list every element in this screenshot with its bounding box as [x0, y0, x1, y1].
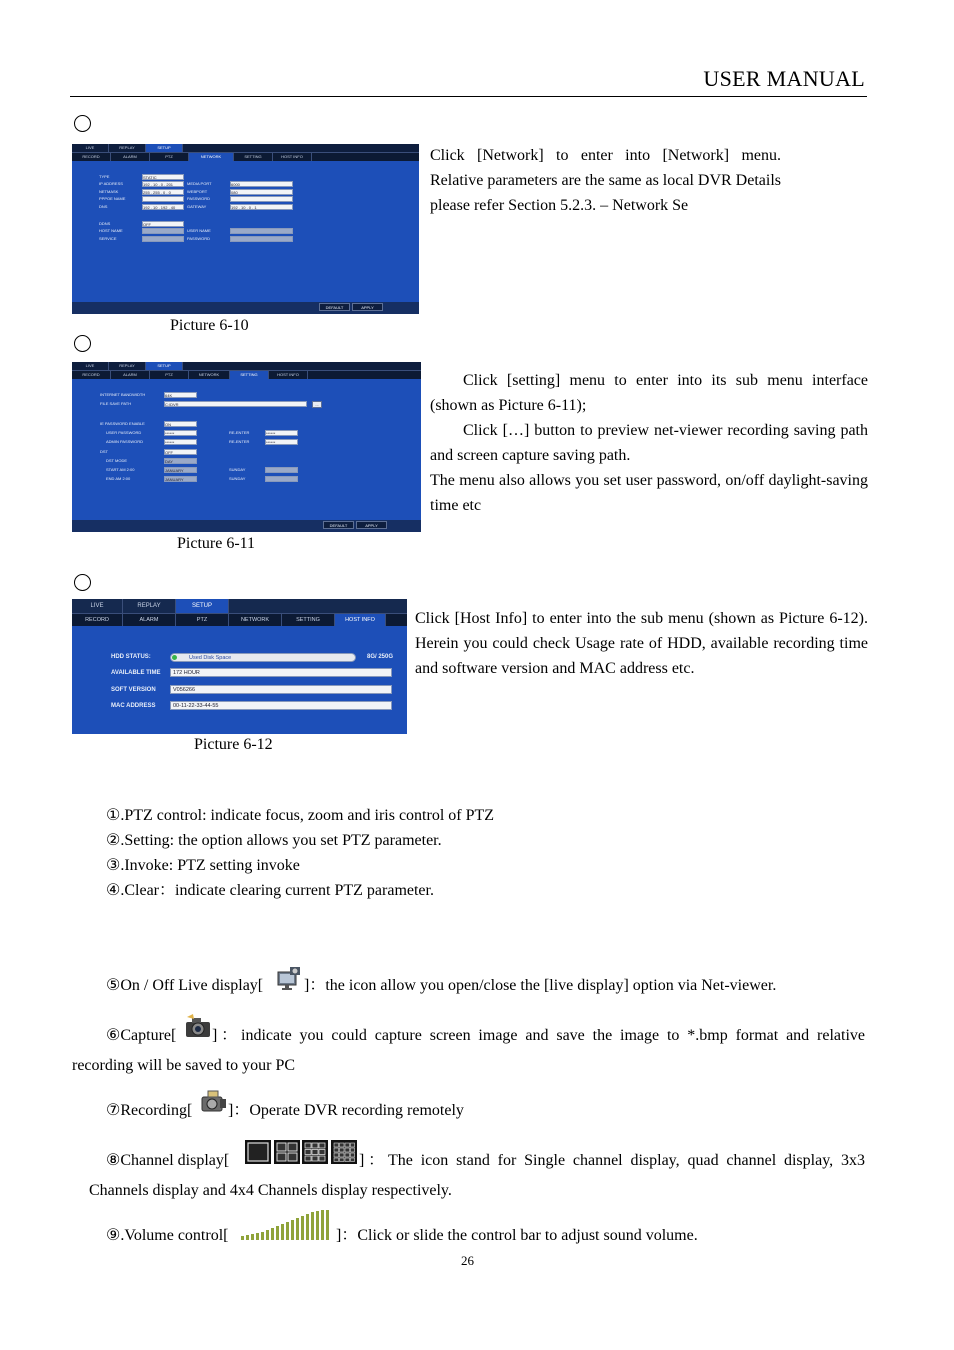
label-available-time: AVAILABLE TIME: [111, 670, 161, 676]
label-file-save-path: FILE SAVE PATH: [100, 401, 132, 406]
tab-setup[interactable]: SETUP: [176, 599, 229, 613]
label-dst: DST: [100, 449, 108, 454]
figure-caption: Picture 6-10: [170, 317, 249, 334]
ddns-password-field[interactable]: [230, 236, 293, 242]
tab-alarm[interactable]: ALARM: [111, 371, 150, 379]
apply-button[interactable]: APPLY: [356, 521, 387, 529]
list-item: ②.Setting: the option allows you set PTZ parameter.: [106, 832, 442, 849]
tab-host-info[interactable]: HOST INFO: [335, 614, 386, 626]
password-field[interactable]: [230, 196, 293, 202]
label-hdd-status: HDD STATUS:: [111, 654, 151, 660]
channel-display-item-continued: Channels display and 4x4 Channels display respectively.: [89, 1182, 452, 1199]
bullet-circle: [74, 335, 91, 352]
tab-ptz[interactable]: PTZ: [176, 614, 229, 626]
tab-alarm[interactable]: ALARM: [123, 614, 176, 626]
default-button[interactable]: DEFAULT: [319, 303, 350, 311]
list-item: ④.Clear：indicate clearing current PTZ parameter.: [106, 882, 434, 899]
file-save-path-field[interactable]: C:\DVR: [164, 401, 307, 407]
label-netmask: NETMASK: [99, 189, 119, 194]
type-select[interactable]: STATIC: [142, 174, 184, 180]
label-user-name: USER NAME: [187, 228, 211, 233]
dst-mode-select[interactable]: DAY: [164, 458, 197, 464]
capture-item-prefix: ⑥Capture[: [106, 1027, 177, 1044]
label-mac-address: MAC ADDRESS: [111, 703, 156, 709]
volume-item-prefix: ⑨.Volume control[: [106, 1227, 229, 1244]
capture-item-text: ]：indicate you could capture screen image and save the image to *.bmp format and relative: [212, 1027, 865, 1044]
tab-network[interactable]: NETWORK: [189, 371, 230, 379]
label-gateway: GATEWAY: [187, 204, 207, 209]
label-webport: WEBPORT: [187, 189, 208, 194]
label-re-enter-user: RE-ENTER: [229, 430, 250, 435]
recording-item-prefix: ⑦Recording[: [106, 1102, 193, 1119]
recording-camera-icon: [200, 1088, 228, 1114]
pppoe-name-field[interactable]: [142, 196, 184, 202]
list-item: ③.Invoke: PTZ setting invoke: [106, 857, 300, 874]
tab-record[interactable]: RECORD: [72, 371, 111, 379]
label-media-port: MEDIA PORT: [187, 181, 212, 186]
hdd-usage-bar[interactable]: [170, 653, 356, 662]
hdd-usage-label: Used Disk Space: [189, 655, 232, 661]
admin-password-field[interactable]: ******: [164, 439, 197, 445]
channel-display-item-prefix: ⑧Channel display[: [106, 1152, 230, 1169]
bullet-circle: [74, 574, 91, 591]
apply-button[interactable]: APPLY: [352, 303, 383, 311]
live-display-icon: [276, 966, 302, 992]
ie-password-enable-select[interactable]: ON: [164, 421, 197, 427]
capture-camera-icon: [184, 1013, 212, 1039]
single-channel-icon[interactable]: [244, 1139, 272, 1165]
label-internet-bandwidth: INTERNET BANDWIDTH: [100, 392, 146, 397]
label-pppoe-name: PPPOE NAME: [99, 196, 126, 201]
page-header-title: USER MANUAL: [703, 66, 865, 91]
tab-record[interactable]: RECORD: [72, 153, 111, 161]
tab-setup[interactable]: SETUP: [146, 362, 183, 370]
ddns-select[interactable]: OFF: [142, 221, 184, 227]
recording-item-text: ]：Operate DVR recording remotely: [228, 1102, 464, 1119]
dns-field[interactable]: 192 . 10 . 192 . 40: [142, 204, 184, 210]
label-dst-end: END AM 2:00: [106, 476, 131, 481]
volume-bar-icon[interactable]: [240, 1209, 334, 1241]
tab-live[interactable]: LIVE: [72, 599, 123, 613]
figure-caption: Picture 6-12: [194, 736, 273, 753]
tab-live[interactable]: LIVE: [72, 362, 109, 370]
setting-description-2: Click […] button to preview net-viewer recording saving path and screen capture saving path.: [430, 422, 868, 464]
setting-menu-screenshot: [72, 362, 421, 532]
label-end-day: SUNDAY: [229, 476, 246, 481]
label-service: SERVICE: [99, 236, 117, 241]
label-start-day: SUNDAY: [229, 467, 246, 472]
label-ddns: DDNS: [99, 221, 111, 226]
tab-replay[interactable]: REPLAY: [109, 144, 146, 152]
figure-caption: Picture 6-11: [177, 535, 256, 552]
host-info-description: Click [Host Info] to enter into the sub menu (shown as Picture 6-12). Herein you could check Usage rate of HDD, available recording time and software version and MAC address etc.: [415, 610, 868, 677]
tab-replay[interactable]: REPLAY: [109, 362, 146, 370]
3x3-channel-icon[interactable]: [301, 1139, 329, 1165]
label-type: TYPE: [99, 174, 110, 179]
channel-display-item-text: ]：The icon stand for Single channel display, quad channel display, 3x3: [359, 1152, 865, 1169]
tab-network[interactable]: NETWORK: [189, 153, 234, 161]
live-display-item-prefix: ⑤On / Off Live display[: [106, 977, 264, 994]
hdd-usage-fill: [172, 655, 177, 660]
re-enter-user-password-field[interactable]: ******: [265, 430, 298, 436]
network-description: Click [Network] to enter into [Network] menu. Relative parameters are the same as local DVR Details please refer Section 5.2.3. – Network Se: [430, 147, 781, 214]
soft-version-field: V056266: [170, 685, 392, 694]
label-password: PASSWORD: [187, 196, 211, 201]
tab-host-info[interactable]: HOST INFO: [273, 153, 312, 161]
dst-end-select[interactable]: JANUARY: [164, 476, 197, 482]
label-re-enter-admin: RE-ENTER: [229, 439, 250, 444]
ip-address-field[interactable]: 192 . 10 . 0 . 201: [142, 181, 184, 187]
list-item: ①.PTZ control: indicate focus, zoom and iris control of PTZ: [106, 807, 495, 824]
capture-item-continued: recording will be saved to your PC: [72, 1057, 296, 1074]
tab-setup[interactable]: SETUP: [146, 144, 183, 152]
dst-end-day-select[interactable]: [265, 476, 298, 482]
re-enter-admin-password-field[interactable]: ******: [265, 439, 298, 445]
label-ip-address: IP ADDRESS: [99, 181, 123, 186]
label-user-password: USER PASSWORD: [106, 430, 142, 435]
live-display-item-text: ]：the icon allow you open/close the [live display] option via Net-viewer.: [304, 977, 777, 994]
user-password-field[interactable]: ******: [164, 430, 197, 436]
label-admin-password: ADMIN PASSWORD: [106, 439, 144, 444]
tab-setting[interactable]: SETTING: [230, 371, 269, 379]
service-field[interactable]: [142, 236, 184, 242]
label-dns: DNS: [99, 204, 108, 209]
tab-setting[interactable]: SETTING: [234, 153, 273, 161]
tab-network[interactable]: NETWORK: [229, 614, 282, 626]
quad-channel-icon[interactable]: [273, 1139, 301, 1165]
host-name-field[interactable]: [142, 228, 184, 234]
available-time-field: 172 HOUR: [170, 668, 392, 677]
netmask-field[interactable]: 255 . 255 . 0 . 0: [142, 189, 184, 195]
header-rule: [70, 96, 867, 97]
internet-bandwidth-select[interactable]: 64K: [164, 392, 197, 398]
dst-start-select[interactable]: JANUARY: [164, 467, 197, 473]
setting-description-3: The menu also allows you set user password, on/off daylight-saving time etc: [430, 472, 868, 514]
tab-record[interactable]: RECORD: [72, 614, 123, 626]
volume-item-text: ]：Click or slide the control bar to adjust sound volume.: [336, 1227, 698, 1244]
tab-host-info[interactable]: HOST INFO: [269, 371, 308, 379]
default-button[interactable]: DEFAULT: [323, 521, 354, 529]
user-name-field[interactable]: [230, 228, 293, 234]
dst-select[interactable]: OFF: [164, 449, 197, 455]
label-ddns-password: PASSWORD: [187, 236, 211, 241]
host-info-screenshot: [72, 599, 407, 734]
network-menu-screenshot: [72, 144, 419, 314]
label-ie-password-enable: IE PASSWORD ENABLE: [100, 421, 145, 426]
label-dst-mode: DST MODE: [106, 458, 128, 463]
tab-ptz[interactable]: PTZ: [150, 153, 189, 161]
mac-address-field: 00-11-22-33-44-55: [170, 701, 392, 710]
label-host-name: HOST NAME: [99, 228, 123, 233]
tab-setting[interactable]: SETTING: [282, 614, 335, 626]
gateway-field[interactable]: 192 . 10 . 0 . 1: [230, 204, 293, 210]
tab-replay[interactable]: REPLAY: [123, 599, 176, 613]
setting-description-1: Click [setting] menu to enter into its sub menu interface (shown as Picture 6-11);: [430, 372, 868, 414]
label-dst-start: START AM 2:00: [106, 467, 135, 472]
bullet-circle: [74, 115, 91, 132]
tab-live[interactable]: LIVE: [72, 144, 109, 152]
media-port-field[interactable]: 6000: [230, 181, 293, 187]
tab-alarm[interactable]: ALARM: [111, 153, 150, 161]
tab-ptz[interactable]: PTZ: [150, 371, 189, 379]
page-number: 26: [461, 1253, 474, 1268]
dst-start-day-select[interactable]: [265, 467, 298, 473]
hdd-total: 8G/ 250G: [367, 654, 394, 660]
label-soft-version: SOFT VERSION: [111, 687, 156, 693]
browse-path-button[interactable]: ...: [312, 401, 322, 408]
webport-field[interactable]: 080: [230, 189, 293, 195]
4x4-channel-icon[interactable]: [330, 1139, 358, 1165]
